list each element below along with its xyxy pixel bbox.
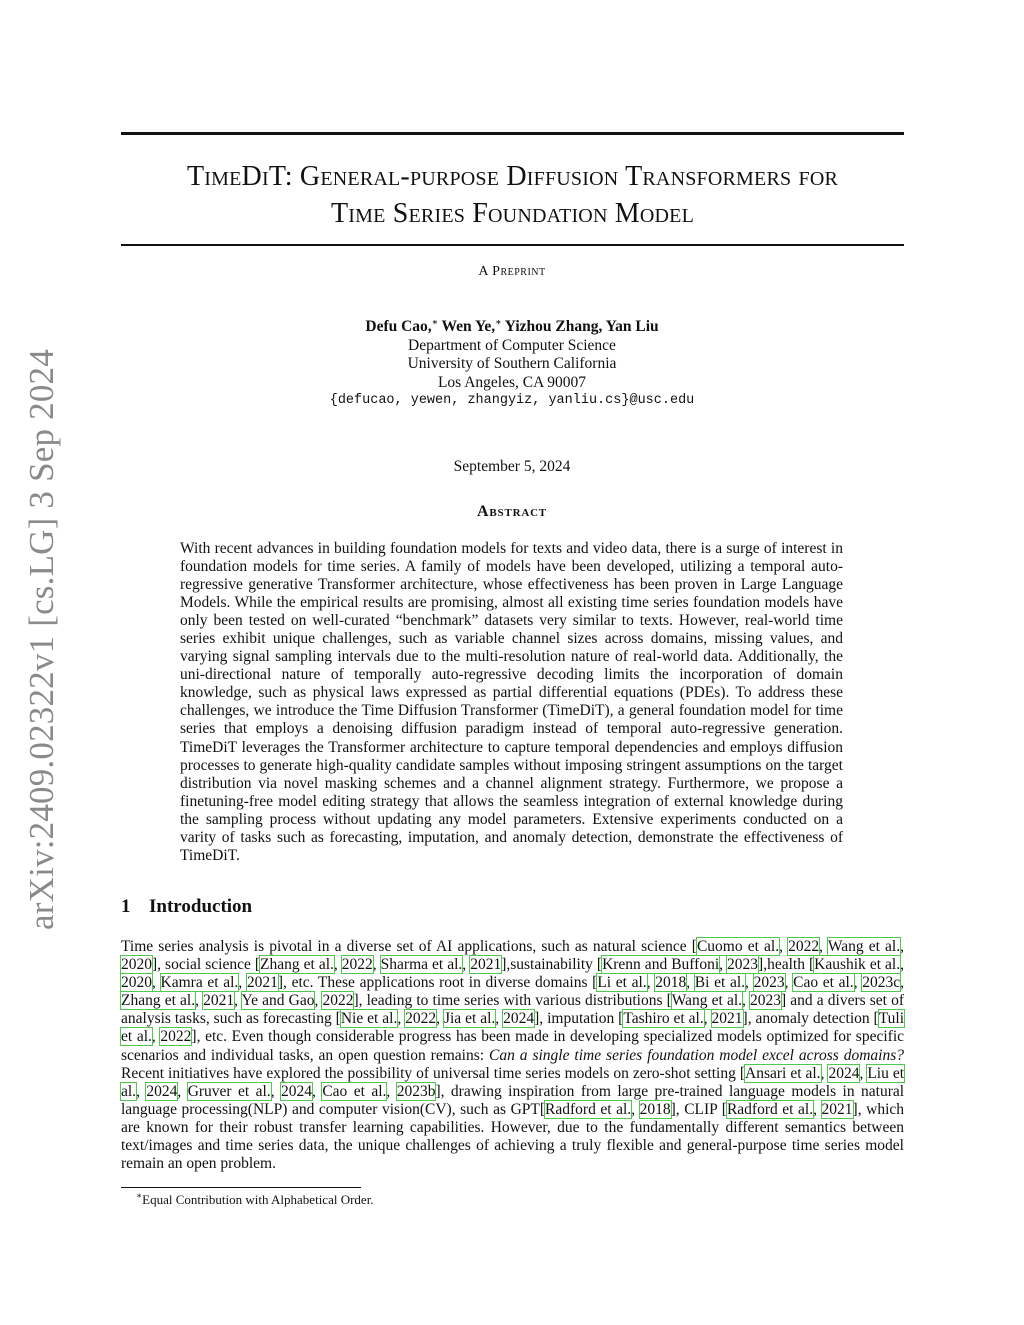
citation-link[interactable]: Gruver et al. (187, 1082, 271, 1100)
arxiv-stamp: arXiv:2409.02322v1 [cs.LG] 3 Sep 2024 (22, 349, 61, 930)
footnote (136, 1192, 374, 1208)
citation-link[interactable]: Liu et al. (121, 1064, 905, 1100)
citation-link[interactable]: Sharma et al. (380, 956, 463, 974)
citation-link[interactable]: Wang et al. (671, 992, 743, 1010)
citation-link[interactable]: 2018 (655, 974, 687, 992)
citation-link[interactable]: 2022 (160, 1028, 192, 1046)
citation-link[interactable]: 2024 (146, 1082, 178, 1100)
footnote-text: Equal Contribution with Alphabetical Order. (142, 1192, 374, 1207)
citation-link[interactable]: Radford et al. (726, 1100, 814, 1118)
citation-link[interactable]: 2022 (322, 992, 354, 1010)
citation-link[interactable]: 2023 (727, 956, 759, 974)
citation-link[interactable]: 2023 (750, 992, 782, 1010)
citation-link[interactable]: 2023 (753, 974, 785, 992)
section-title: Introduction (149, 896, 253, 917)
abstract-heading: Abstract (477, 503, 547, 520)
citation-link[interactable]: Cao et al. (793, 974, 854, 992)
citation-link[interactable]: Zhang et al. (260, 956, 334, 974)
citation-link[interactable]: Tashiro et al. (623, 1010, 704, 1028)
citation-link[interactable]: 2021 (246, 974, 278, 992)
citation-link[interactable]: 2022 (341, 956, 373, 974)
citation-link[interactable]: 2021 (203, 992, 235, 1010)
preprint-label: A Preprint (478, 264, 546, 279)
paper-title-line-1: TimeDiT: General-purpose Diffusion Transformers for (186, 161, 839, 192)
citation-link[interactable]: 2021 (821, 1100, 853, 1118)
citation-link[interactable]: Radford et al. (545, 1100, 632, 1118)
citation-link[interactable]: Kaushik et al. (814, 956, 901, 974)
citation-link[interactable]: Kamra et al. (160, 974, 239, 992)
equal-contrib-mark: ∗ (495, 316, 502, 327)
citation-link[interactable]: 2023c (862, 974, 901, 992)
citation-link[interactable]: Tuli et al. (121, 1010, 905, 1046)
paper-title (110, 158, 915, 232)
citation-link[interactable]: 2020 (121, 974, 152, 992)
citation-link[interactable]: 2024 (503, 1010, 535, 1028)
citation-link[interactable]: 2024 (828, 1064, 860, 1082)
citation-link[interactable]: 2022 (405, 1010, 437, 1028)
citation-link[interactable]: 2021 (470, 956, 502, 974)
section-heading (121, 896, 252, 918)
paper-title-line-2: Time Series Foundation Model (330, 198, 695, 229)
author-name-1: Defu Cao, (365, 318, 432, 335)
paper-date: September 5, 2024 (453, 458, 571, 475)
abstract-text: With recent advances in building foundation models for texts and video data, there is a surge of interest in foundation models for time series. A family of models have been developed, utilizing a temporal auto-regressive generative Transformer architecture, whose effectiveness has been proven in Large Language Models. While the empirical results are promising, almost all existing time series foundation models have only been tested on well-curated “benchmark” datasets very similar to texts. However, real-world time series exhibit unique challenges, such as variable channel sizes across domains, missing values, and varying signal sampling intervals due to the multi-resolution nature of real-world data. Additionally, the uni-directional nature of temporally auto-regressive decoding limits the incorporation of domain knowledge, such as physical laws expressed as partial differential equations (PDEs). To address these challenges, we introduce the Time Diffusion Transformer (TimeDiT), a general foundation model for time series that employs a denoising diffusion paradigm instead of temporal auto-regressive generation. TimeDiT leverages the Transformer architecture to capture temporal dependencies and employs diffusion processes to generate high-quality candidate samples without imposing stringent assumptions on the target distribution via novel masking schemes and a channel alignment strategy. Furthermore, we propose a finetuning-free model editing strategy that allows the seamless integration of external knowledge during the sampling process without updating any model parameters. Extensive experiments conducted on a varity of tasks such as forecasting, imputation, and anomaly detection, demonstrate the effectiveness of TimeDiT. (180, 540, 843, 864)
citation-link[interactable]: Cao et al. (322, 1082, 387, 1100)
location: Los Angeles, CA 90007 (437, 373, 587, 391)
section-number: 1 (121, 896, 131, 917)
author-email: {defucao, yewen, zhangyiz, yanliu.cs}@usc.edu (329, 393, 695, 408)
introduction-paragraph: Time series analysis is pivotal in a diverse set of AI applications, such as natural science [Cuomo et al., 2022, Wang et al., 2020], social science [Zhang et al., 2022, Sharma et al., 2021],sustainability [Krenn and Buffoni, 2023],health [Kaushik et al., 2020, Kamra et al., 2021], etc. These applications root in diverse domains [Li et al., 2018, Bi et al., 2023, Cao et al., 2023c, Zhang et al., 2021, Ye and Gao, 2022], leading to time series with various distributions [Wang et al., 2023] and a divers set of analysis tasks, such as forecasting [Nie et al., 2022, Jia et al., 2024], imputation [Tashiro et al., 2021], anomaly detection [Tuli et al., 2022], etc. Even though considerable progress has been made in developing specialized models optimized for specific scenarios and individual tasks, an open question remains: Can a single time series foundation model excel across domains? Recent initiatives have explored the possibility of universal time series models on zero-shot setting [Ansari et al., 2024, Liu et al., 2024, Gruver et al., 2024, Cao et al., 2023b], drawing inspiration from large pre-trained language models in natural language processing(NLP) and computer vision(CV), such as GPT[Radford et al., 2018], CLIP [Radford et al., 2021], which are known for their robust transfer learning capabilities. However, due to the fundamentally different semantics between text/images and time series data, the unique challenges of achieving a truly flexible and general-purpose time series model remain an open problem. (121, 938, 905, 1173)
citation-link[interactable]: 2024 (281, 1082, 312, 1100)
author-names (0, 318, 1024, 337)
author-block (0, 318, 1024, 411)
department: Department of Computer Science (408, 336, 616, 354)
footnote-rule (121, 1187, 361, 1188)
citation-link[interactable]: Cuomo et al. (696, 938, 780, 955)
citation-link[interactable]: Li et al. (597, 974, 647, 992)
citation-link[interactable]: Bi et al. (694, 974, 746, 992)
author-name-2: Wen Ye, (437, 318, 496, 335)
research-question: Can a single time series foundation model excel across domains? (488, 1046, 904, 1064)
citation-link[interactable]: Ansari et al. (745, 1064, 821, 1082)
author-names-rest: Yizhou Zhang, Yan Liu (501, 318, 659, 335)
citation-link[interactable]: Nie et al. (340, 1010, 398, 1028)
citation-link[interactable]: Ye and Gao (241, 992, 315, 1010)
citation-link[interactable]: Wang et al. (827, 938, 901, 955)
citation-link[interactable]: 2022 (788, 938, 820, 955)
citation-link[interactable]: Krenn and Buffoni (602, 956, 720, 974)
citation-link[interactable]: 2023b (396, 1082, 436, 1100)
citation-link[interactable]: Jia et al. (443, 1010, 496, 1028)
title-top-rule (121, 132, 904, 135)
citation-link[interactable]: 2020 (121, 956, 152, 974)
citation-link[interactable]: Zhang et al. (121, 992, 196, 1010)
university: University of Southern California (407, 355, 617, 372)
title-bottom-rule (121, 244, 904, 246)
footnote-mark: ∗ (136, 1190, 143, 1201)
citation-link[interactable]: 2018 (639, 1100, 671, 1118)
equal-contrib-mark: ∗ (431, 316, 438, 327)
citation-link[interactable]: 2021 (711, 1010, 743, 1028)
